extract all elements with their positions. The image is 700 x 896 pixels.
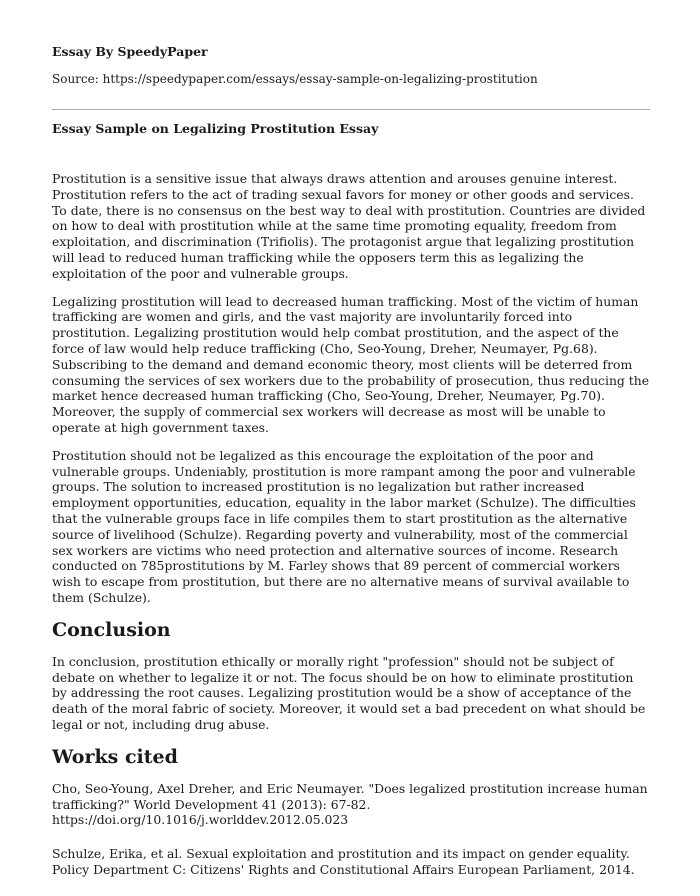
conclusion-paragraph: In conclusion, prostitution ethically or morally right "profession" should not be subject of debate on whether to legalize it or not. The focus should be on how to eliminate prostitution by addressing the root causes. Legalizing prostitution would be a show of acceptance of the death of the moral fabric of society. Moreover, it would set a bad precedent on what should be legal or not, including drug abuse.: [52, 653, 646, 732]
essay-body: [52, 171, 652, 896]
works-cited-entry: Schulze, Erika, et al. Sexual exploitation and prostitution and its impact on gender equality. Policy Department C: Citizens' Rights and Constitutional Affairs European Parliament, 2014.: [52, 846, 635, 877]
works-cited-heading: Works cited: [52, 745, 178, 768]
header-divider: [52, 109, 650, 110]
paragraph-intro: Prostitution is a sensitive issue that always draws attention and arouses genuine interest. Prostitution refers to the act of trading sexual favors for money or other goods and services. To date, there is no consensus on the best way to deal with prostitution. Countries are divided on how to deal with prostitution while at the same time promoting equality, freedom from exploitation, and discrimination (Trifiolis). The protagonist argue that legalizing prostitution will lead to reduced human trafficking while the opposers term this as legalizing the exploitation of the poor and vulnerable groups.: [52, 171, 646, 281]
essay-title: Essay Sample on Legalizing Prostitution Essay: [52, 121, 379, 136]
paragraph-argument-for: Legalizing prostitution will lead to decreased human trafficking. Most of the victim of human trafficking are women and girls, and the vast majority are involuntarily forced into prostitution. Legalizing prostitution would help combat prostitution, and the aspect of the force of law would help reduce trafficking (Cho, Seo-Young, Dreher, Neumayer, Pg.68). Subscribing to the demand and demand economic theory, most clients will be deterred from consuming the services of sex workers due to the probability of prosecution, thus reducing the market hence decreased human trafficking (Cho, Seo-Young, Dreher, Neumayer, Pg.70). Moreover, the supply of commercial sex workers will decrease as most will be unable to operate at high government taxes.: [52, 293, 650, 435]
source-line: Source: https://speedypaper.com/essays/essay-sample-on-legalizing-prostitution: [52, 72, 538, 86]
paragraph-argument-against: Prostitution should not be legalized as this encourage the exploitation of the poor and vulnerable groups. Undeniably, prostitution is more rampant among the poor and vulnerable groups. The solution to increased prostitution is no legalization but rather increased employment opportunities, education, equality in the labor market (Schulze). The difficulties that the vulnerable groups face in life compiles them to start prostitution as the alternative source of livelihood (Schulze). Regarding poverty and vulnerability, most of the commercial sex workers are victims who need protection and alternative sources of income. Research conducted on 785prostitutions by M. Farley shows that 89 percent of commercial workers wish to escape from prostitution, but there are no alternative means of survival available to them (Schulze).: [52, 447, 636, 605]
conclusion-heading: Conclusion: [52, 618, 171, 641]
works-cited-entry: Cho, Seo-Young, Axel Dreher, and Eric Neumayer. "Does legalized prostitution increase human trafficking?" World Development 41 (2013): 67-82. https://doi.org/10.1016/j.worlddev.2012.05.023: [52, 780, 648, 828]
document-header-title: Essay By SpeedyPaper: [52, 44, 208, 59]
